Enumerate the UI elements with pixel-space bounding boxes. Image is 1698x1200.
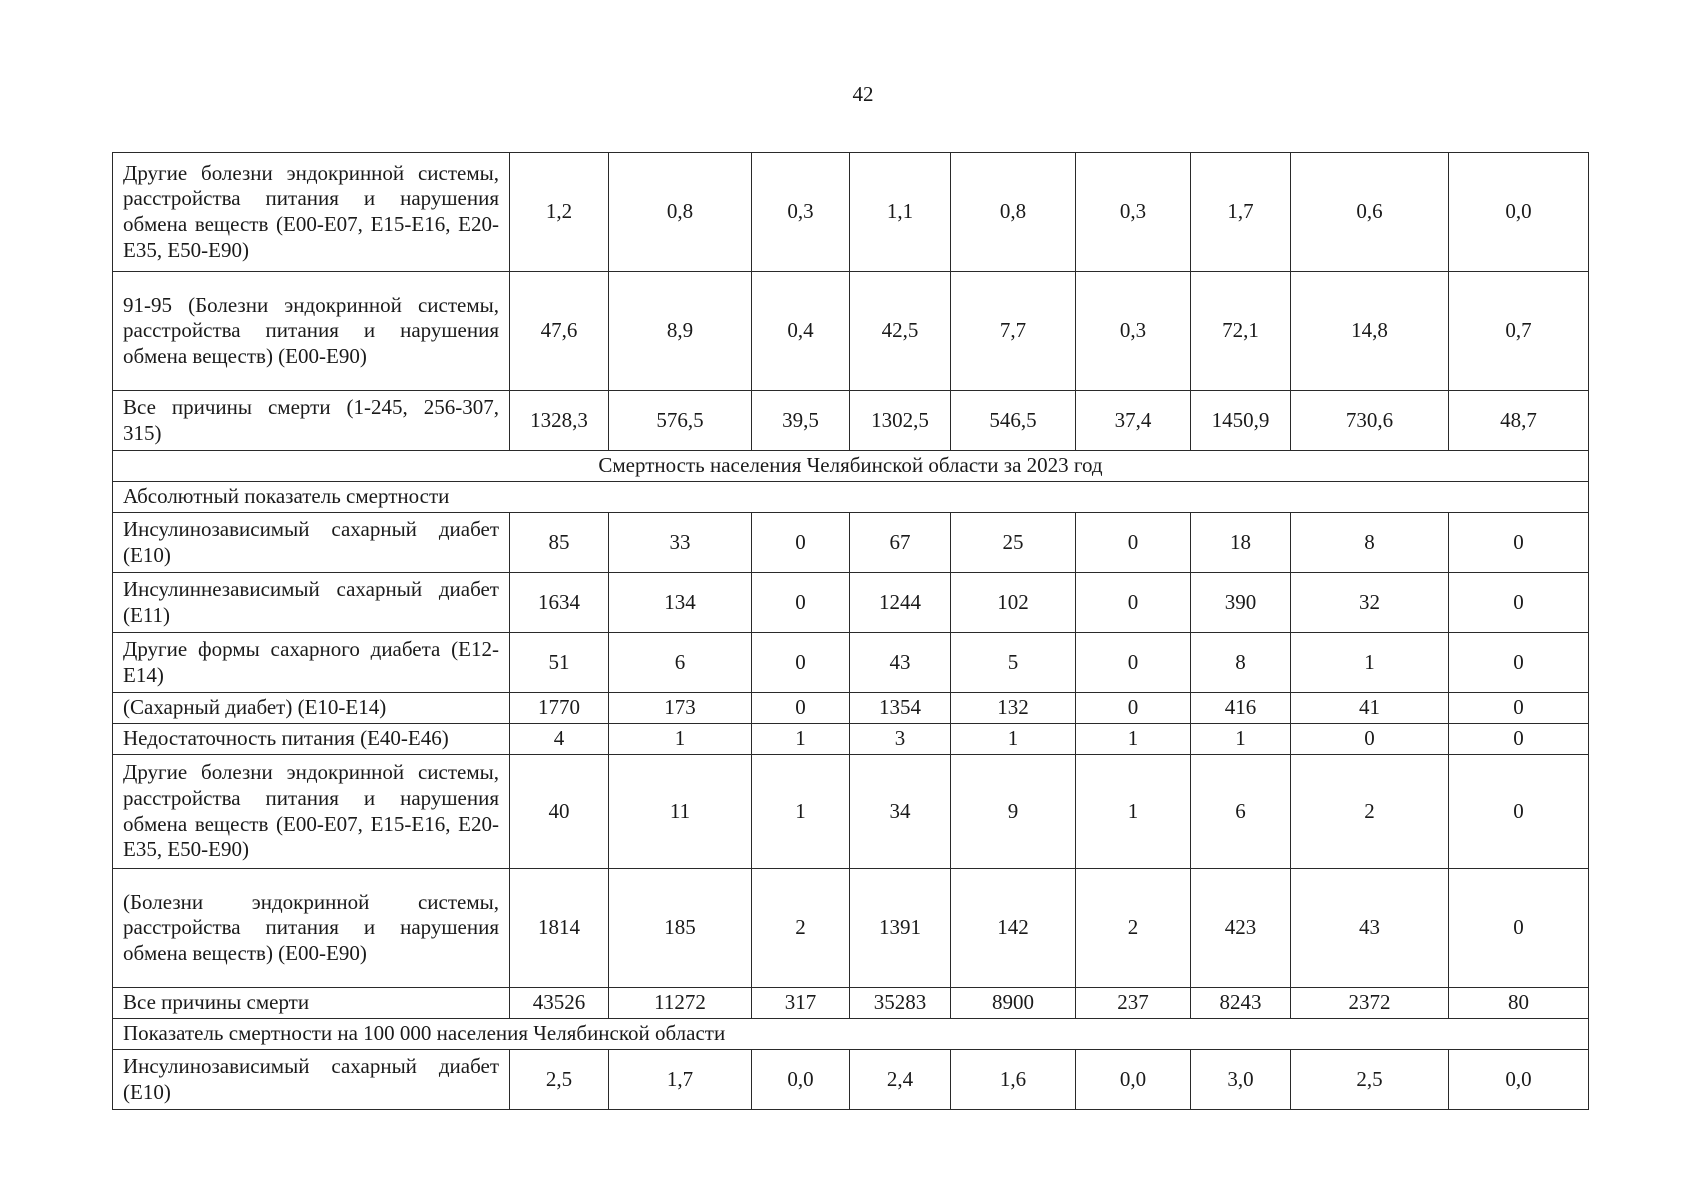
row-label: (Сахарный диабет) (E10-E14) [113, 693, 510, 724]
table-cell: 1302,5 [850, 391, 951, 451]
table-cell: 1,1 [850, 153, 951, 272]
table-cell: 0 [1076, 693, 1191, 724]
table-row [113, 1050, 1589, 1110]
table-cell: 1,7 [1191, 153, 1291, 272]
table-cell: 0 [1076, 573, 1191, 633]
table-cell: 40 [510, 755, 609, 869]
table-cell: 1814 [510, 869, 609, 988]
table-cell: 102 [951, 573, 1076, 633]
table-cell: 390 [1191, 573, 1291, 633]
table-row [113, 153, 1589, 272]
table-row [113, 988, 1589, 1019]
table-cell: 423 [1191, 869, 1291, 988]
table-row [113, 573, 1589, 633]
row-label: Инсулинозависимый сахарный диабет (E10) [113, 513, 510, 573]
row-label: 91-95 (Болезни эндокринной системы, расстройства питания и нарушения обмена веществ) (E00-E90) [113, 272, 510, 391]
table-cell: 416 [1191, 693, 1291, 724]
table-cell: 0,7 [1449, 272, 1589, 391]
page-number: 42 [852, 82, 874, 106]
table-cell: 1450,9 [1191, 391, 1291, 451]
table-cell: 51 [510, 633, 609, 693]
table-cell: 43 [850, 633, 951, 693]
table-cell: 0 [752, 513, 850, 573]
section-heading: Смертность населения Челябинской области за 2023 год [113, 451, 1589, 482]
table-cell: 85 [510, 513, 609, 573]
table-row [113, 513, 1589, 573]
table-cell: 7,7 [951, 272, 1076, 391]
table-cell: 134 [609, 573, 752, 633]
table-cell: 0,3 [1076, 272, 1191, 391]
table-cell: 80 [1449, 988, 1589, 1019]
table-cell: 1770 [510, 693, 609, 724]
table-cell: 185 [609, 869, 752, 988]
table-cell: 1,6 [951, 1050, 1076, 1110]
table-cell: 0,6 [1291, 153, 1449, 272]
subsection-heading: Абсолютный показатель смертности [113, 482, 1589, 513]
table-cell: 1244 [850, 573, 951, 633]
table-cell: 0,3 [752, 153, 850, 272]
table-cell: 25 [951, 513, 1076, 573]
table-cell: 5 [951, 633, 1076, 693]
table-cell: 0 [1449, 724, 1589, 755]
table-cell: 1328,3 [510, 391, 609, 451]
table-cell: 132 [951, 693, 1076, 724]
table-row [113, 693, 1589, 724]
table-cell: 0,0 [752, 1050, 850, 1110]
table-cell: 9 [951, 755, 1076, 869]
row-label: Все причины смерти (1-245, 256-307, 315) [113, 391, 510, 451]
table-cell: 8243 [1191, 988, 1291, 1019]
table-cell: 0 [752, 573, 850, 633]
row-label: Инсулиннезависимый сахарный диабет (E11) [113, 573, 510, 633]
table-cell: 41 [1291, 693, 1449, 724]
table-cell: 0,0 [1449, 1050, 1589, 1110]
table-row [113, 272, 1589, 391]
table-cell: 576,5 [609, 391, 752, 451]
table-cell: 0 [1076, 513, 1191, 573]
table-cell: 2 [1291, 755, 1449, 869]
table-cell: 4 [510, 724, 609, 755]
table-row [113, 1019, 1589, 1050]
table-cell: 142 [951, 869, 1076, 988]
table-cell: 1 [752, 724, 850, 755]
table-cell: 0,8 [609, 153, 752, 272]
table-cell: 2,5 [1291, 1050, 1449, 1110]
table-cell: 1,7 [609, 1050, 752, 1110]
table-cell: 0 [752, 693, 850, 724]
table-cell: 0,0 [1076, 1050, 1191, 1110]
row-label: Другие болезни эндокринной системы, расстройства питания и нарушения обмена веществ (E00-E07, E15-E16, E20-E35, E50-E90) [113, 153, 510, 272]
table-cell: 2 [1076, 869, 1191, 988]
table-cell: 317 [752, 988, 850, 1019]
table-cell: 0 [1291, 724, 1449, 755]
table-cell: 43 [1291, 869, 1449, 988]
row-label: Другие формы сахарного диабета (E12-E14) [113, 633, 510, 693]
table-cell: 11272 [609, 988, 752, 1019]
row-label: Все причины смерти [113, 988, 510, 1019]
table-cell: 3,0 [1191, 1050, 1291, 1110]
table-cell: 47,6 [510, 272, 609, 391]
table-cell: 8 [1291, 513, 1449, 573]
table-cell: 730,6 [1291, 391, 1449, 451]
table-cell: 67 [850, 513, 951, 573]
table-cell: 2,5 [510, 1050, 609, 1110]
table-cell: 42,5 [850, 272, 951, 391]
table-row [113, 633, 1589, 693]
table-cell: 1 [1291, 633, 1449, 693]
table-cell: 37,4 [1076, 391, 1191, 451]
table-cell: 1634 [510, 573, 609, 633]
table-cell: 72,1 [1191, 272, 1291, 391]
table-cell: 1 [951, 724, 1076, 755]
subsection-heading: Показатель смертности на 100 000 населения Челябинской области [113, 1019, 1589, 1050]
table-cell: 0,4 [752, 272, 850, 391]
table-row [113, 755, 1589, 869]
table-row [113, 482, 1589, 513]
table-row [113, 869, 1589, 988]
table-cell: 1 [1191, 724, 1291, 755]
table-cell: 1391 [850, 869, 951, 988]
table-cell: 0 [1076, 633, 1191, 693]
table-cell: 1 [1076, 755, 1191, 869]
table-cell: 237 [1076, 988, 1191, 1019]
table-cell: 33 [609, 513, 752, 573]
table-cell: 39,5 [752, 391, 850, 451]
table-cell: 48,7 [1449, 391, 1589, 451]
table-cell: 6 [1191, 755, 1291, 869]
table-cell: 3 [850, 724, 951, 755]
row-label: Недостаточность питания (E40-E46) [113, 724, 510, 755]
table-cell: 8900 [951, 988, 1076, 1019]
table-cell: 0 [752, 633, 850, 693]
table-cell: 2 [752, 869, 850, 988]
table-cell: 2,4 [850, 1050, 951, 1110]
table-cell: 0 [1449, 693, 1589, 724]
table-cell: 2372 [1291, 988, 1449, 1019]
table-cell: 43526 [510, 988, 609, 1019]
table-cell: 0 [1449, 573, 1589, 633]
table-row [113, 724, 1589, 755]
table-cell: 0,0 [1449, 153, 1589, 272]
table-cell: 1 [752, 755, 850, 869]
table-cell: 1 [609, 724, 752, 755]
table-row [113, 391, 1589, 451]
table-cell: 0 [1449, 633, 1589, 693]
table-cell: 173 [609, 693, 752, 724]
table-cell: 8 [1191, 633, 1291, 693]
table-cell: 6 [609, 633, 752, 693]
row-label: (Болезни эндокринной системы, расстройства питания и нарушения обмена веществ) (E00-E90) [113, 869, 510, 988]
row-label: Другие болезни эндокринной системы, расстройства питания и нарушения обмена веществ (E00-E07, E15-E16, E20-E35, E50-E90) [113, 755, 510, 869]
table-row [113, 451, 1589, 482]
table-cell: 34 [850, 755, 951, 869]
table-cell: 18 [1191, 513, 1291, 573]
table-cell: 546,5 [951, 391, 1076, 451]
row-label: Инсулинозависимый сахарный диабет (E10) [113, 1050, 510, 1110]
table-cell: 35283 [850, 988, 951, 1019]
table-cell: 32 [1291, 573, 1449, 633]
table-cell: 0 [1449, 869, 1589, 988]
table-cell: 0,3 [1076, 153, 1191, 272]
table-cell: 1 [1076, 724, 1191, 755]
table-cell: 8,9 [609, 272, 752, 391]
table-cell: 1,2 [510, 153, 609, 272]
table-cell: 1354 [850, 693, 951, 724]
table-cell: 14,8 [1291, 272, 1449, 391]
mortality-table [112, 152, 1589, 1110]
table-cell: 0 [1449, 755, 1589, 869]
table-cell: 11 [609, 755, 752, 869]
table-cell: 0 [1449, 513, 1589, 573]
table-cell: 0,8 [951, 153, 1076, 272]
